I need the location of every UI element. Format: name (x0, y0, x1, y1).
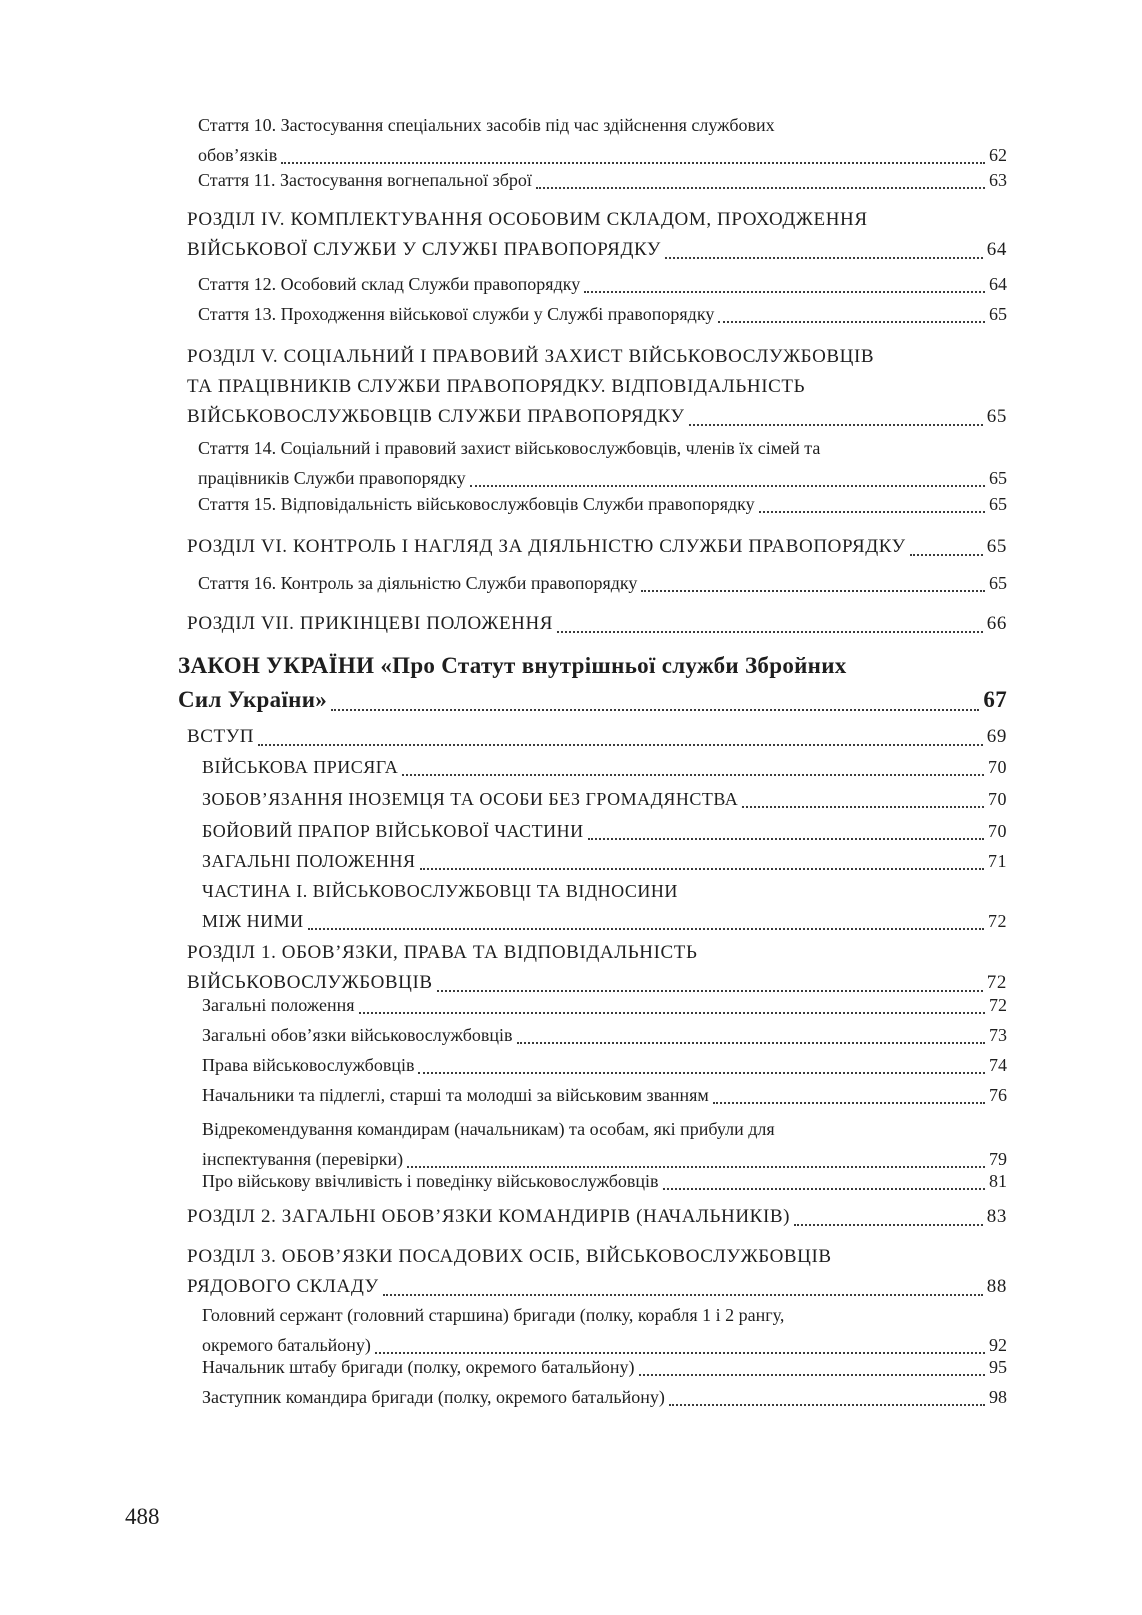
dot-leader (584, 291, 985, 293)
dot-leader (742, 806, 984, 808)
toc-entry-title-line: Про військову ввічливість і поведінку військовослужбовців (202, 1171, 659, 1191)
toc-entry (187, 342, 1007, 432)
toc-entry-line (198, 568, 1007, 598)
toc-page-number: 63 (989, 170, 1007, 190)
toc-entry-title-line: Загальні положення (202, 995, 355, 1015)
toc-entry (202, 784, 1007, 814)
toc-entry (202, 1300, 1007, 1360)
toc-entry-title-line: Стаття 10. Застосування спеціальних засобів під час здійснення службових (198, 115, 775, 135)
toc-entry-line (198, 165, 1007, 195)
toc-entry (202, 1080, 1007, 1110)
toc-page-number: 71 (988, 851, 1007, 871)
toc-entry-title-line: Загальні обов’язки військовослужбовців (202, 1025, 513, 1045)
toc-entry (187, 1242, 1007, 1302)
toc-entry-line (187, 532, 1007, 562)
toc-entry-line (187, 722, 1007, 752)
toc-entry (202, 816, 1007, 846)
toc-entry-title-line: Заступник командира бригади (полку, окремого батальйону) (202, 1387, 665, 1407)
toc-entry-line (187, 609, 1007, 639)
dot-leader (663, 1188, 985, 1190)
toc-entry-title-line: Головний сержант (головний старшина) бригади (полку, корабля 1 і 2 рангу, (202, 1305, 785, 1325)
toc-entry-line (198, 269, 1007, 299)
toc-entry-title-line: РОЗДІЛ 3. ОБОВ’ЯЗКИ ПОСАДОВИХ ОСІБ, ВІЙСЬКОВОСЛУЖБОВЦІВ (187, 1246, 832, 1267)
toc-entry (178, 649, 1007, 717)
toc-entry-line (187, 1272, 1007, 1302)
dot-leader (588, 838, 984, 840)
toc-page-number: 62 (989, 145, 1007, 165)
toc-entry-title-line: Стаття 12. Особовий склад Служби правопорядку (198, 274, 581, 294)
toc-page-number: 83 (986, 1206, 1007, 1227)
toc-entry-title-line: Сил України» (178, 687, 328, 712)
toc-entry-title-line: РОЗДІЛ IV. КОМПЛЕКТУВАННЯ ОСОБОВИМ СКЛАДОМ, ПРОХОДЖЕННЯ (187, 209, 868, 230)
toc-entry-title-line: Стаття 13. Проходження військової служби у Службі правопорядку (198, 304, 715, 324)
toc-entry (198, 299, 1007, 329)
dot-leader (794, 1224, 983, 1226)
toc-entry (202, 1352, 1007, 1382)
toc-page-number: 72 (988, 911, 1007, 931)
toc-entry-line (202, 1020, 1007, 1050)
toc-entry-title-line: ВІЙСЬКОВОСЛУЖБОВЦІВ СЛУЖБИ ПРАВОПОРЯДКУ (187, 406, 685, 427)
toc-page-number: 65 (989, 494, 1007, 514)
dot-leader (517, 1042, 986, 1044)
dot-leader (331, 709, 979, 711)
toc-entry (187, 722, 1007, 752)
dot-leader (402, 774, 984, 776)
toc-page-number: 76 (989, 1085, 1007, 1105)
toc-entry-title-line: ВІЙСЬКОВОЇ СЛУЖБИ У СЛУЖБІ ПРАВОПОРЯДКУ (187, 239, 661, 260)
dot-leader (641, 590, 985, 592)
dot-leader (281, 162, 985, 164)
toc-page-number: 98 (989, 1387, 1007, 1407)
toc-entry (202, 1114, 1007, 1174)
toc-entry-title-line: Стаття 11. Застосування вогнепальної зброї (198, 170, 532, 190)
toc-entry-title-line: ЗОБОВ’ЯЗАННЯ ІНОЗЕМЦЯ ТА ОСОБИ БЕЗ ГРОМАДЯНСТВА (202, 789, 739, 809)
dot-leader (470, 485, 985, 487)
toc-entry-line (202, 1166, 1007, 1196)
toc-page-number: 72 (986, 972, 1007, 993)
toc-page-number: 92 (989, 1335, 1007, 1355)
toc-page-number: 95 (989, 1357, 1007, 1377)
toc-entry-line (202, 846, 1007, 876)
toc-entry-title-line: ЗАКОН УКРАЇНИ «Про Статут внутрішньої служби Збройних (178, 653, 847, 678)
toc-entry (198, 433, 1007, 493)
dot-leader (308, 928, 984, 930)
toc-entry (198, 489, 1007, 519)
toc-page-number: 66 (986, 613, 1007, 634)
dot-leader (759, 511, 985, 513)
toc-entry-title-line: РОЗДІЛ V. СОЦІАЛЬНИЙ І ПРАВОВИЙ ЗАХИСТ ВІЙСЬКОВОСЛУЖБОВЦІВ (187, 346, 875, 367)
toc-entry-title-line: Стаття 14. Соціальний і правовий захист військовослужбовців, членів їх сімей та (198, 438, 821, 458)
toc-entry-title-line: Начальники та підлеглі, старші та молодші за військовим званням (202, 1085, 709, 1105)
dot-leader (713, 1102, 985, 1104)
toc-entry-title-line: ТА ПРАЦІВНИКІВ СЛУЖБИ ПРАВОПОРЯДКУ. ВІДПОВІДАЛЬНІСТЬ (187, 376, 806, 397)
toc-entry-title-line: Стаття 16. Контроль за діяльністю Служби правопорядку (198, 573, 638, 593)
toc-page-number: 65 (989, 573, 1007, 593)
dot-leader (359, 1012, 985, 1014)
toc-entry-title-line: окремого батальйону) (202, 1335, 371, 1355)
toc-entry-line (187, 235, 1007, 265)
toc-entry (187, 938, 1007, 998)
toc-entry-title-line: Відрекомендування командирам (начальникам) та особам, які прибули для (202, 1119, 775, 1139)
toc-entry (202, 990, 1007, 1020)
toc-entry-title-line: РОЗДІЛ 1. ОБОВ’ЯЗКИ, ПРАВА ТА ВІДПОВІДАЛЬНІСТЬ (187, 942, 698, 963)
toc-page-number: 73 (989, 1025, 1007, 1045)
toc-entry-title-line: РОЗДІЛ VII. ПРИКІНЦЕВІ ПОЛОЖЕННЯ (187, 613, 554, 634)
toc-entry-line (187, 402, 1007, 432)
dot-leader (418, 1072, 985, 1074)
toc-entry (202, 1050, 1007, 1080)
toc-entry (202, 1382, 1007, 1412)
dot-leader (639, 1374, 985, 1376)
toc-entry-title-line: Права військовослужбовців (202, 1055, 415, 1075)
dot-leader (669, 1404, 985, 1406)
toc-entry (187, 609, 1007, 639)
toc-page-number: 64 (989, 274, 1007, 294)
toc-entry (202, 1020, 1007, 1050)
toc-entry-line (187, 1202, 1007, 1232)
toc-entry-line (202, 784, 1007, 814)
toc-entry-title-line: інспектування (перевірки) (202, 1149, 404, 1169)
toc-entry (187, 1202, 1007, 1232)
toc-page-number: 69 (986, 726, 1007, 747)
dot-leader (689, 424, 983, 426)
toc-entry-line (178, 683, 1007, 717)
toc-entry-title-line: МІЖ НИМИ (202, 911, 304, 931)
toc-entry (198, 269, 1007, 299)
toc-entry-title-line: Начальник штабу бригади (полку, окремого батальйону) (202, 1357, 635, 1377)
toc-entry-title-line: обов’язків (198, 145, 278, 165)
toc-entry-title-line: ВІЙСЬКОВА ПРИСЯГА (202, 757, 399, 777)
dot-leader (383, 1294, 983, 1296)
toc-entry (198, 110, 1007, 170)
toc-entry-line (202, 1382, 1007, 1412)
toc-entry-title-line: БОЙОВИЙ ПРАПОР ВІЙСЬКОВОЇ ЧАСТИНИ (202, 821, 584, 841)
dot-leader (910, 554, 983, 556)
toc-entry-title-line: працівників Служби правопорядку (198, 468, 466, 488)
toc-entry (202, 846, 1007, 876)
toc-page-number: 64 (986, 239, 1007, 260)
toc-entry-line (202, 1050, 1007, 1080)
toc-entry-line (202, 990, 1007, 1020)
toc-page-number: 72 (989, 995, 1007, 1015)
toc-entry-title-line: ЧАСТИНА І. ВІЙСЬКОВОСЛУЖБОВЦІ ТА ВІДНОСИНИ (202, 881, 678, 901)
toc-entry-line (198, 299, 1007, 329)
toc-page-number: 79 (989, 1149, 1007, 1169)
toc-entry (202, 1166, 1007, 1196)
toc-entry (198, 568, 1007, 598)
toc-entry-line (202, 1352, 1007, 1382)
toc-page-number: 65 (986, 406, 1007, 427)
toc-page-number: 88 (986, 1276, 1007, 1297)
toc-entry-line (202, 752, 1007, 782)
page-number: 488 (125, 1504, 160, 1529)
toc-page-number: 65 (986, 536, 1007, 557)
toc-entry-title-line: ЗАГАЛЬНІ ПОЛОЖЕННЯ (202, 851, 416, 871)
dot-leader (536, 187, 985, 189)
toc-page-number: 70 (988, 757, 1007, 777)
toc-entry (202, 876, 1007, 936)
toc-page-number: 70 (988, 789, 1007, 809)
toc-page-number: 74 (989, 1055, 1007, 1075)
toc-entry-line (198, 489, 1007, 519)
toc-page-number: 81 (989, 1171, 1007, 1191)
toc-page-number: 67 (983, 687, 1007, 712)
dot-leader (718, 321, 985, 323)
dot-leader (258, 744, 983, 746)
toc-entry (198, 165, 1007, 195)
toc-entry (187, 205, 1007, 265)
toc-entry-title-line: Стаття 15. Відповідальність військовослужбовців Служби правопорядку (198, 494, 755, 514)
toc-entry-title-line: РЯДОВОГО СКЛАДУ (187, 1276, 379, 1297)
toc-page-number: 65 (989, 304, 1007, 324)
toc-page-number: 65 (989, 468, 1007, 488)
dot-leader (665, 257, 983, 259)
toc-entry-title-line: РОЗДІЛ 2. ЗАГАЛЬНІ ОБОВ’ЯЗКИ КОМАНДИРІВ (НАЧАЛЬНИКІВ) (187, 1206, 791, 1227)
toc-entry-line (202, 1080, 1007, 1110)
toc-entry-line (202, 906, 1007, 936)
toc-entry-title-line: РОЗДІЛ VI. КОНТРОЛЬ І НАГЛЯД ЗА ДІЯЛЬНІСТЮ СЛУЖБИ ПРАВОПОРЯДКУ (187, 536, 906, 557)
toc-entry-line (202, 816, 1007, 846)
toc-entry (187, 532, 1007, 562)
toc-entry-title-line: ВСТУП (187, 726, 255, 747)
toc-entry (202, 752, 1007, 782)
dot-leader (420, 868, 985, 870)
toc-page-number: 70 (988, 821, 1007, 841)
toc-entry-title-line: ВІЙСЬКОВОСЛУЖБОВЦІВ (187, 972, 433, 993)
dot-leader (557, 631, 983, 633)
